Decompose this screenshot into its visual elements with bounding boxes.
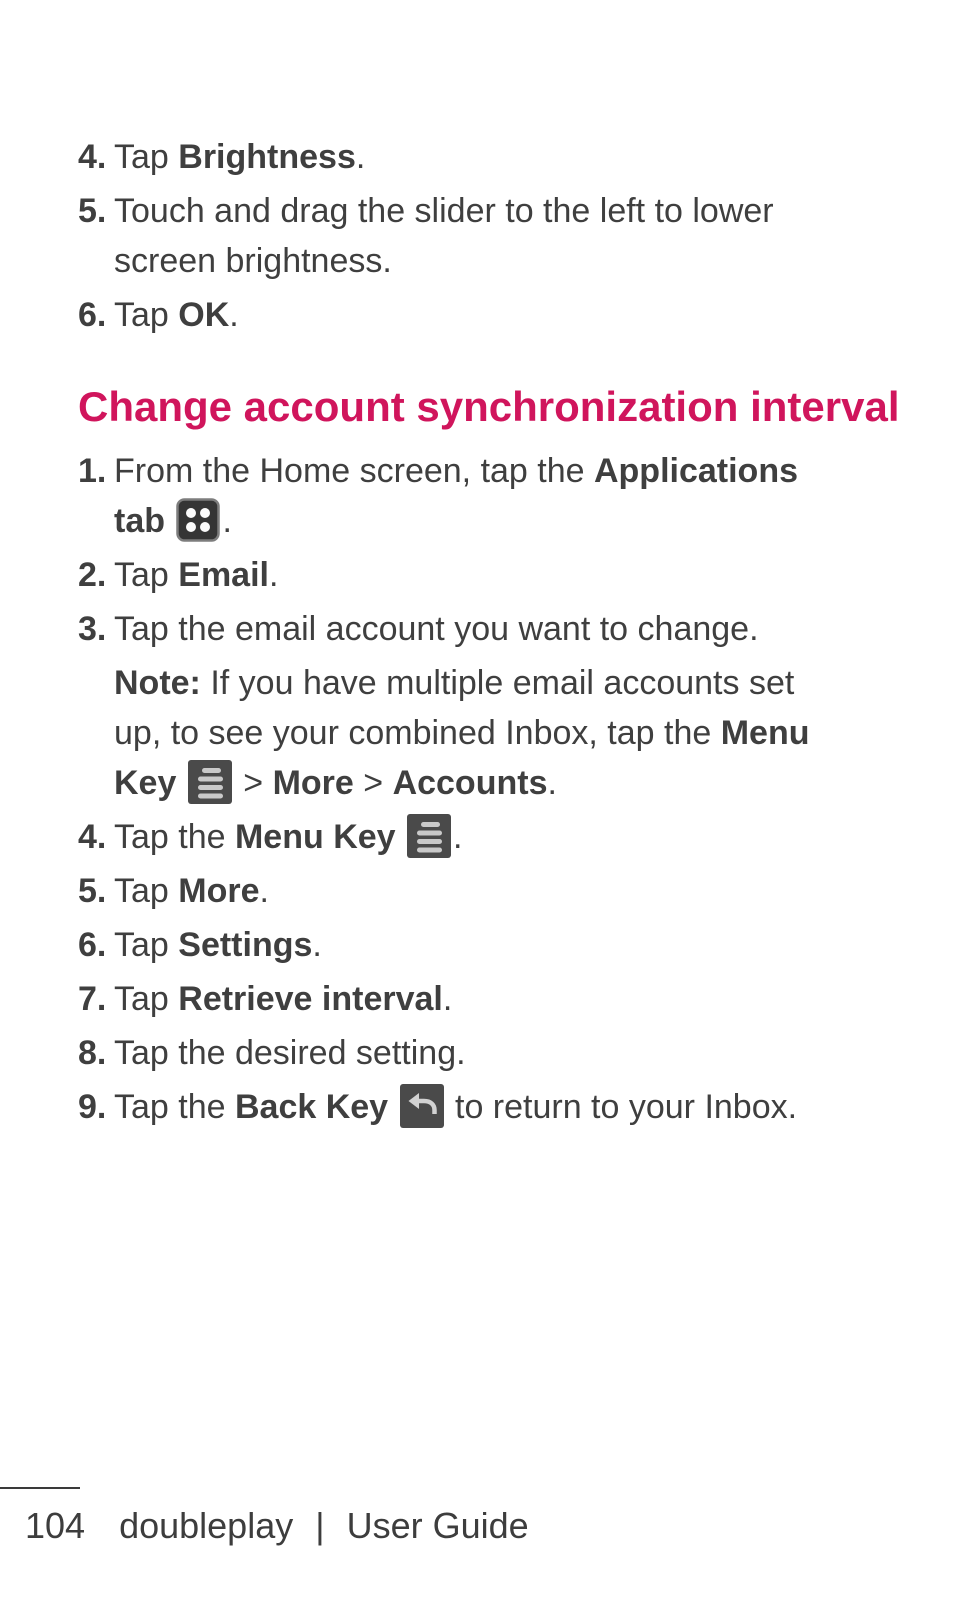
item-text xyxy=(114,866,914,916)
text-segment: Touch and drag the slider to the left to lower xyxy=(114,192,774,230)
text-segment xyxy=(176,764,185,802)
text-segment: Tap xyxy=(114,980,179,1018)
text-segment: OK xyxy=(178,296,230,334)
item-number: 9. xyxy=(78,1088,107,1126)
note-text xyxy=(114,658,914,808)
doc-title: User Guide xyxy=(346,1505,529,1546)
list-item xyxy=(78,974,914,1024)
text-segment: Tap xyxy=(114,138,179,176)
text-line xyxy=(114,1028,914,1078)
menu-key-icon xyxy=(188,760,232,804)
item-number: 5. xyxy=(78,872,107,910)
text-line xyxy=(114,496,914,546)
text-segment: Menu Key xyxy=(234,818,396,856)
text-line xyxy=(114,1082,914,1132)
item-text xyxy=(114,446,914,546)
text-segment: to return to your Inbox. xyxy=(445,1088,798,1126)
list-item xyxy=(78,132,914,182)
text-line xyxy=(114,866,914,916)
text-segment: Tap xyxy=(114,926,179,964)
text-segment: . xyxy=(355,138,366,176)
text-line xyxy=(114,186,914,236)
text-line xyxy=(114,236,914,286)
text-segment: Accounts xyxy=(392,764,548,802)
page-footer xyxy=(25,1504,529,1548)
item-number: 4. xyxy=(78,138,107,176)
text-line xyxy=(114,920,914,970)
text-segment: > xyxy=(233,764,273,802)
text-segment: Note: xyxy=(114,664,201,702)
text-segment: If you have multiple email accounts set xyxy=(200,664,795,702)
text-segment: up, to see your combined Inbox, tap the xyxy=(114,714,721,752)
text-segment: Tap xyxy=(114,296,179,334)
text-segment: > xyxy=(353,764,393,802)
text-segment: More xyxy=(178,872,260,910)
list-item xyxy=(78,920,914,970)
text-segment: Tap the xyxy=(114,818,235,856)
text-segment: Tap the xyxy=(114,1088,235,1126)
item-text xyxy=(114,604,914,654)
item-number: 2. xyxy=(78,556,107,594)
text-segment xyxy=(396,818,405,856)
page-number: 104 xyxy=(25,1505,86,1546)
text-segment: Settings xyxy=(178,926,313,964)
item-text xyxy=(114,132,914,182)
item-number: 6. xyxy=(78,296,107,334)
text-segment: Tap xyxy=(114,556,179,594)
text-segment: Back Key xyxy=(234,1088,389,1126)
text-line xyxy=(114,708,914,758)
item-number: 6. xyxy=(78,926,107,964)
text-segment: Tap the email account you want to change. xyxy=(114,610,759,648)
text-segment: tab xyxy=(114,502,165,540)
menu-key-icon xyxy=(407,814,451,858)
text-segment: . xyxy=(453,818,463,856)
list-item xyxy=(78,604,914,654)
text-line xyxy=(114,290,914,340)
list-item xyxy=(78,550,914,600)
text-segment: Email xyxy=(178,556,269,594)
text-segment: Tap the desired setting. xyxy=(114,1034,466,1072)
page-content xyxy=(78,132,914,1136)
footer-rule xyxy=(0,1487,80,1489)
section-heading: Change account synchronization interval xyxy=(78,383,900,430)
item-text xyxy=(114,1082,914,1132)
item-text xyxy=(114,812,914,862)
list-item xyxy=(78,290,914,340)
note-block xyxy=(78,658,914,808)
item-text xyxy=(114,974,914,1024)
text-line xyxy=(114,658,914,708)
item-number: 1. xyxy=(78,452,107,490)
text-segment: . xyxy=(229,296,239,334)
text-segment: screen brightness. xyxy=(114,242,392,280)
text-segment xyxy=(388,1088,397,1126)
text-line xyxy=(114,812,914,862)
text-segment: Applications xyxy=(593,452,799,490)
item-text xyxy=(114,1028,914,1078)
text-line xyxy=(114,758,914,808)
product-name: doubleplay xyxy=(119,1505,294,1546)
applications-tab-icon xyxy=(176,498,220,542)
item-number: 4. xyxy=(78,818,107,856)
text-segment: From the Home screen, tap the xyxy=(114,452,594,490)
text-line xyxy=(114,132,914,182)
text-segment: . xyxy=(268,556,279,594)
list-item xyxy=(78,446,914,546)
item-number: 5. xyxy=(78,192,107,230)
item-number: 3. xyxy=(78,610,107,648)
text-line xyxy=(114,446,914,496)
text-segment: . xyxy=(222,502,232,540)
list-item xyxy=(78,1082,914,1132)
text-segment: Retrieve interval xyxy=(178,980,443,1018)
text-line xyxy=(114,604,914,654)
text-line xyxy=(114,974,914,1024)
steps-list-brightness xyxy=(78,132,914,340)
text-segment: More xyxy=(272,764,354,802)
back-key-icon xyxy=(400,1084,444,1128)
text-segment: . xyxy=(547,764,557,802)
list-item xyxy=(78,866,914,916)
list-item xyxy=(78,812,914,862)
text-segment: . xyxy=(312,926,322,964)
text-segment: Brightness xyxy=(178,138,356,176)
item-number: 8. xyxy=(78,1034,107,1072)
text-line xyxy=(114,550,914,600)
text-segment: Key xyxy=(114,764,177,802)
footer-separator: | xyxy=(315,1505,325,1546)
item-text xyxy=(114,920,914,970)
text-segment: Menu xyxy=(720,714,810,752)
item-number: 7. xyxy=(78,980,107,1018)
item-text xyxy=(114,186,914,286)
item-text xyxy=(114,550,914,600)
text-segment: Tap xyxy=(114,872,179,910)
item-text xyxy=(114,290,914,340)
text-segment xyxy=(165,502,174,540)
list-item xyxy=(78,186,914,286)
text-segment: . xyxy=(259,872,269,910)
text-segment: . xyxy=(442,980,453,1018)
steps-list-sync-interval xyxy=(78,446,914,1132)
list-item xyxy=(78,1028,914,1078)
